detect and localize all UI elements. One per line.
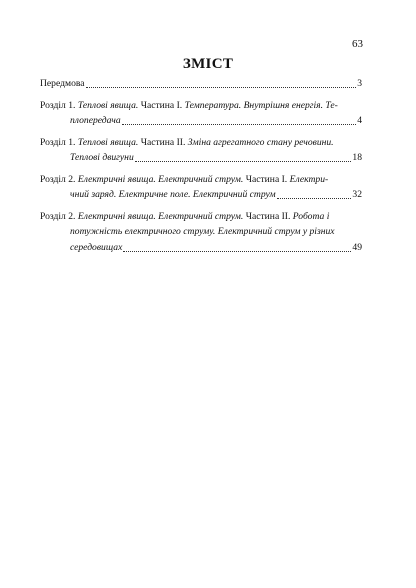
toc-italic-text: Теплові явища. [77,136,139,148]
toc-entry-text [40,172,328,188]
toc-entry-line [40,224,362,240]
toc-entry [40,172,362,203]
toc-page-number: 49 [352,241,362,253]
toc-italic-text: чний заряд. Електричне поле. Електричний струм [70,189,276,200]
toc-entry-line [40,113,362,129]
dot-leader [277,187,352,199]
page-title: ЗМІСТ [182,56,234,72]
toc-italic-text: Зміна агрегатного стану речовини. [187,136,334,148]
toc-italic-text: Електри- [289,173,329,185]
toc-text: Розділ 1. [40,136,78,148]
toc-entry [40,98,362,129]
toc-italic-text: Температура. Внутрішня енергія. Те- [184,99,338,111]
toc-entry-line [40,240,362,256]
toc-entry-line [40,172,362,188]
toc-text: Розділ 2. [40,210,78,222]
toc-text: Частина ІІ. [243,210,293,222]
toc-entry [40,76,362,92]
toc-text: Розділ 2. [40,173,78,185]
toc-entry-line [40,187,362,203]
toc-italic-text: Електричні явища. Електричний струм. [77,173,244,185]
toc-italic-text: середовищах [70,241,123,253]
toc-italic-text: Теплові явища. [77,99,139,111]
toc-italic-text: Робота і [292,210,330,222]
toc-text: Передмова [40,78,85,89]
table-of-contents [40,76,362,261]
toc-entry-line [40,150,362,166]
toc-text: Розділ 1. [40,99,78,111]
toc-entry-text [40,135,334,151]
page-number: 63 [352,38,363,50]
toc-entry-text [40,209,329,225]
toc-entry-text [70,113,121,129]
toc-entry-line [40,135,362,151]
toc-entry-line [40,76,362,92]
toc-italic-text: Теплові двигуни [70,152,134,163]
toc-entry [40,209,362,256]
toc-entry-text [70,224,335,240]
toc-page-number: 4 [357,115,362,126]
dot-leader [122,113,357,125]
toc-entry-text [70,240,122,256]
toc-entry [40,135,362,166]
toc-page-number: 18 [352,152,362,163]
dot-leader [86,76,357,88]
toc-italic-text: Електричні явища. Електричний струм. [77,210,244,222]
toc-entry-line [40,98,362,114]
toc-entry-text [70,150,134,166]
toc-entry-text [70,187,276,203]
toc-entry-line [40,209,362,225]
toc-text: Частина І. [138,99,185,111]
toc-entry-text [40,76,85,92]
toc-text: Частина ІІ. [138,136,188,148]
toc-page-number: 3 [357,78,362,89]
toc-entry-text [40,98,338,114]
toc-italic-text: потужність електричного струму. Електричний струм у різних [70,226,335,237]
dot-leader [135,150,352,162]
toc-text: Частина І. [243,173,290,185]
dot-leader [123,240,351,252]
toc-italic-text: плопередача [70,115,121,126]
toc-page-number: 32 [352,189,362,200]
